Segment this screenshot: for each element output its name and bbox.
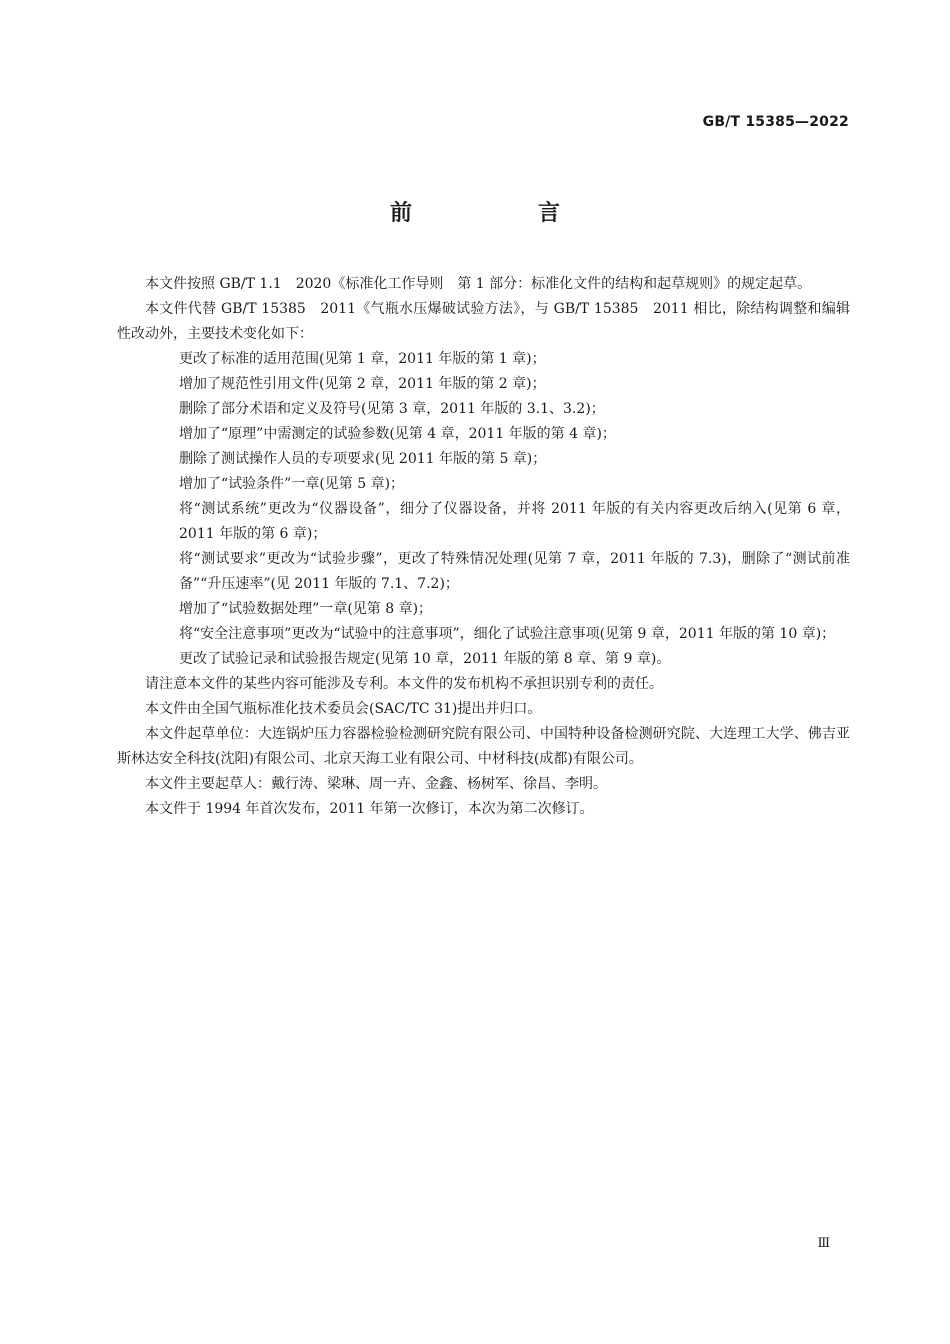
change-item: 更改了标准的适用范围(见第 1 章，2011 年版的第 1 章)；: [179, 351, 546, 367]
paragraph-drafting-rules: 本文件按照 GB/T 1.1 2020《标准化工作导则 第 1 部分：标准化文件的结构和起草规则》的规定起草。: [145, 276, 812, 292]
paragraph-history: 本文件于 1994 年首次发布，2011 年第一次修订，本次为第二次修订。: [145, 801, 594, 817]
change-item: 增加了“试验数据处理”一章(见第 8 章)；: [179, 601, 433, 617]
page-title: 前 言: [389, 201, 612, 226]
change-item: 删除了测试操作人员的专项要求(见 2011 年版的第 5 章)；: [179, 451, 547, 467]
change-item: 更改了试验记录和试验报告规定(见第 10 章，2011 年版的第 8 章、第 9 章)。: [179, 651, 671, 667]
page-number: Ⅲ: [817, 1236, 830, 1251]
change-item: 增加了“原理”中需测定的试验参数(见第 4 章，2011 年版的第 4 章)；: [179, 426, 616, 442]
paragraph-drafting-units: 本文件起草单位：大连锅炉压力容器检验检测研究院有限公司、中国特种设备检测研究院、大连理工大学、佛吉亚斯林达安全科技(沈阳)有限公司、北京天海工业有限公司、中材科技(成都)有限公司。: [117, 726, 850, 767]
change-item: 增加了“试验条件”一章(见第 5 章)；: [179, 476, 405, 492]
foreword-body: [117, 272, 850, 822]
change-item: 增加了规范性引用文件(见第 2 章，2011 年版的第 2 章)；: [179, 376, 546, 392]
technical-changes-list: [117, 347, 850, 672]
paragraph-patent-notice: 请注意本文件的某些内容可能涉及专利。本文件的发布机构不承担识别专利的责任。: [145, 676, 663, 692]
paragraph-committee: 本文件由全国气瓶标准化技术委员会(SAC/TC 31)提出并归口。: [145, 701, 542, 717]
change-item: 将“测试要求”更改为“试验步骤”，更改了特殊情况处理(见第 7 章，2011 年版的 7.3)，删除了“测试前准备”“升压速率”(见 2011 年版的 7.1、7.2)；: [179, 551, 850, 592]
paragraph-drafters: 本文件主要起草人：戴行涛、梁琳、周一卉、金鑫、杨树军、徐昌、李明。: [145, 776, 607, 792]
paragraph-replacement: 本文件代替 GB/T 15385 2011《气瓶水压爆破试验方法》，与 GB/T 15385 2011 相比，除结构调整和编辑性改动外，主要技术变化如下：: [117, 301, 850, 342]
change-item: 将“安全注意事项”更改为“试验中的注意事项”，细化了试验注意事项(见第 9 章，2011 年版的第 10 章)；: [179, 626, 836, 642]
standard-number: GB/T 15385—2022: [702, 114, 849, 130]
change-item: 将“测试系统”更改为“仪器设备”，细分了仪器设备，并将 2011 年版的有关内容更改后纳入(见第 6 章，2011 年版的第 6 章)；: [179, 501, 850, 542]
change-item: 删除了部分术语和定义及符号(见第 3 章，2011 年版的 3.1、3.2)；: [179, 401, 605, 417]
